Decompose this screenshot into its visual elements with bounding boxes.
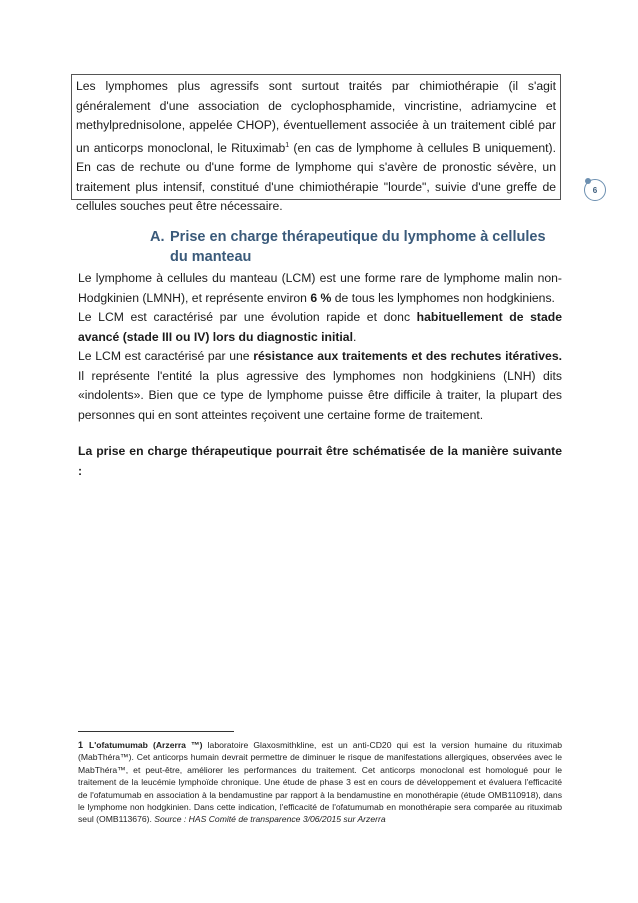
section-title-line2: du manteau (170, 249, 252, 265)
p3-text-end: Il représente l'entité la plus agressive des lymphomes non hodgkiniens (LNH) dits «indolents». Bien que ce type de lymphome puisse être difficile à traiter, la plupart des personnes qui en sont atteintes reçoivent une certaine forme de traitement. (78, 368, 562, 422)
footnote-separator (78, 731, 234, 732)
p3-text: Le LCM est caractérisé par une (78, 349, 254, 363)
page-number: 6 (592, 185, 598, 195)
p3-bold: résistance aux traitements et des rechutes itératives. (253, 349, 562, 363)
intro-box (71, 74, 561, 214)
paragraph-schema-intro (78, 442, 562, 481)
section-letter: A. (150, 229, 165, 245)
footnote-number: 1 (78, 740, 84, 750)
p1-text-end: de tous les lymphomes non hodgkiniens. (331, 290, 555, 305)
footnote-reference[interactable]: 1 (285, 141, 290, 149)
section-title-line1: Prise en charge thérapeutique du lymphome à cellules (170, 229, 546, 245)
p2-bold: habituellement de stade avancé (stade III ou IV) lors du diagnostic initial (78, 310, 562, 344)
p4-bold: La prise en charge thérapeutique pourrait être schématisée de la manière suivante : (78, 444, 562, 478)
intro-text-part2: (en cas de lymphome à cellules B uniquement). En cas de rechute ou d'une forme de lymphome qui s'avère de pronostic sévère, un traitement plus intensif, constitué d'une chimiothérapie "lourde", suivie d'une greffe de cellules souches peut être nécessaire. (76, 140, 556, 214)
footnote (78, 739, 562, 826)
intro-text-part1: Les lymphomes plus agressifs sont surtout traités par chimiothérapie (il s'agit généralement d'une association de cyclophosphamide, vincristine, adriamycine et methylprednisolone, appelée CHOP), éventuellement associée à un traitement ciblé par un anticorps monoclonal, le Rituximab (76, 79, 556, 155)
paragraph-lcm-resistance (78, 347, 562, 425)
p2-text: Le LCM est caractérisé par une évolution rapide et donc (78, 310, 417, 324)
p1-text: Le lymphome à cellules du manteau (LCM) est une forme rare de lymphome malin non-Hodgkinien (LMNH), et représente environ (78, 271, 562, 305)
page-number-badge (584, 179, 606, 201)
paragraph-lcm-evolution (78, 308, 562, 347)
intro-paragraph (76, 77, 556, 217)
main-text (78, 269, 562, 481)
paragraph-lcm-intro (78, 269, 562, 308)
footnote-source: Source : HAS Comité de transparence 3/06/2015 sur Arzerra (154, 814, 386, 825)
p1-percentage: 6 % (310, 290, 332, 305)
footnote-title: L'ofatumumab (Arzerra ™) (89, 740, 203, 750)
footnote-text: laboratoire Glaxosmithkline, est un anti-CD20 qui est la version humaine du rituximab (MabThéra™). Cet anticorps humain devrait permettre de diminuer le risque de manifestations allergiques, observées avec le MabThéra™, et peut-être, améliorer les performances du traitement. Cet anticorps monoclonal est homologué pour le traitement de la leucémie lymphoïde chronique. Une étude de phase 3 est en cours de développement et évaluera l'efficacité de l'ofatumumab en association à la bendamustine par rapport à la bendamustine en monothérapie (étude OMB110918), dans le lymphome non hodgkinien. Dans cette indication, l'efficacité de l'ofatumumab en monothérapie sera comparée au rituximab seul (OMB113676). (78, 740, 562, 825)
section-heading (150, 227, 570, 267)
p2-text-end: . (352, 329, 357, 344)
